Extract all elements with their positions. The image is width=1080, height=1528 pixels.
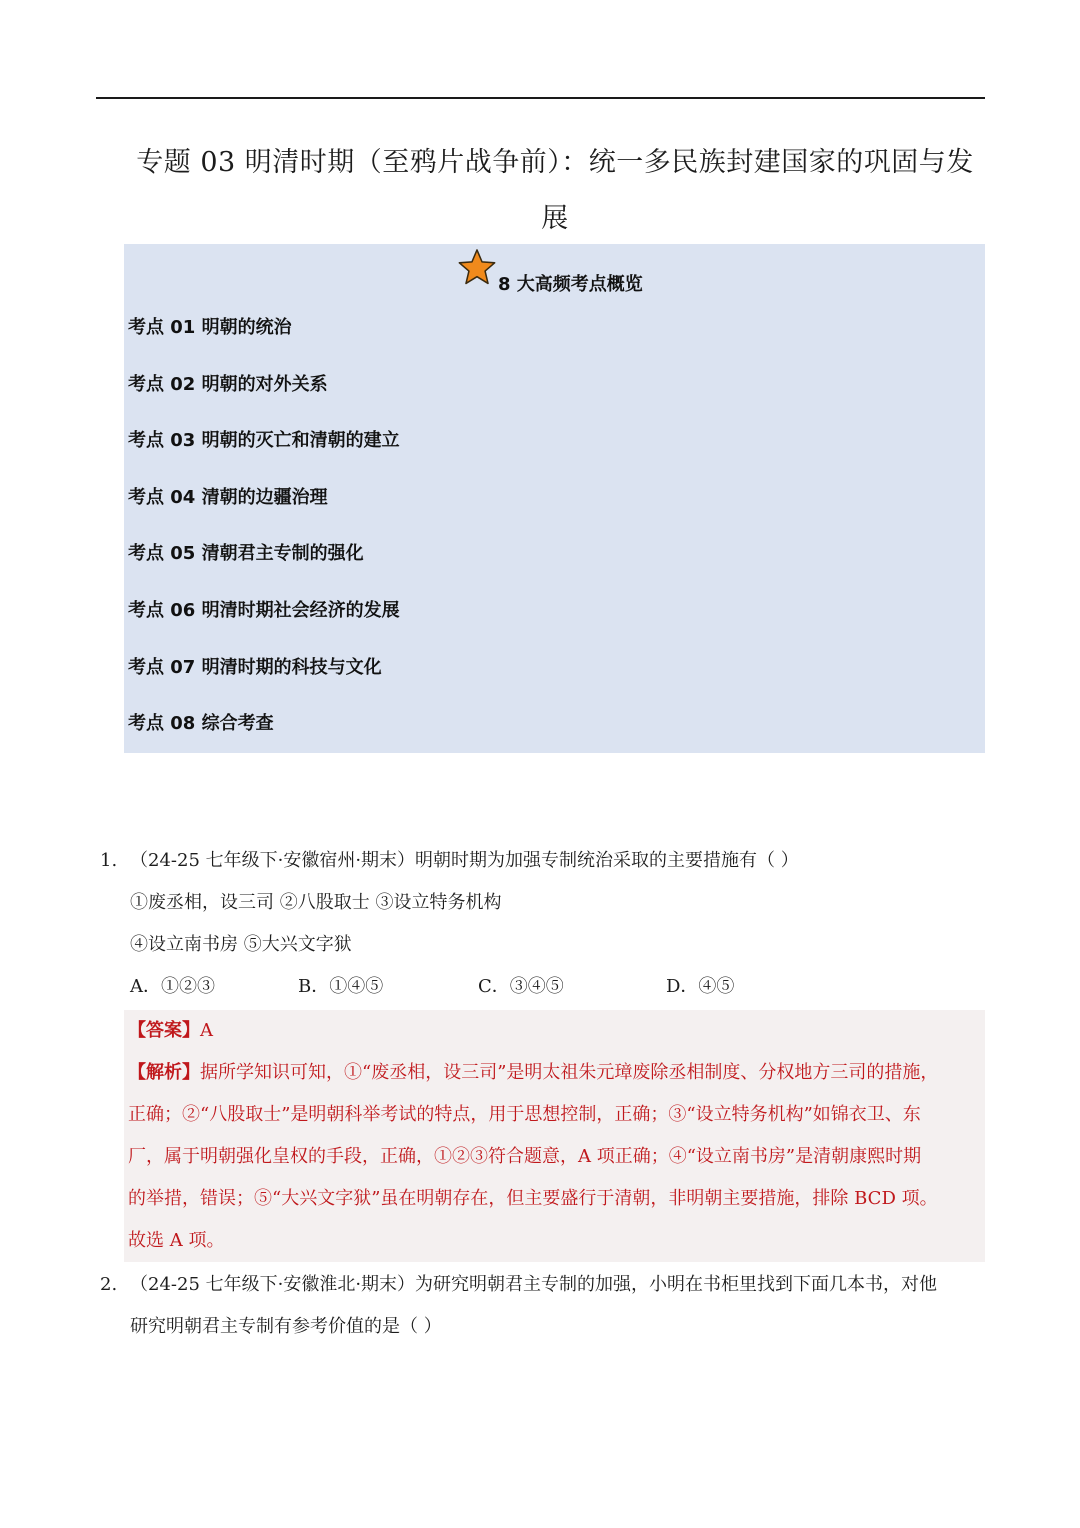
key-point-03: 考点 03 明朝的灭亡和清朝的建立 xyxy=(128,430,400,452)
overview-heading: 8 大高频考点概览 xyxy=(498,274,643,295)
page-title-line-2: 展 xyxy=(541,203,569,234)
key-points-list xyxy=(128,316,400,769)
answer-line xyxy=(128,1010,980,1052)
key-points-overview-box xyxy=(124,244,985,753)
question-1-options xyxy=(130,966,734,1008)
answer-label: 【答案】 xyxy=(128,1020,200,1041)
key-point-02: 考点 02 明朝的对外关系 xyxy=(128,373,328,395)
option-b: B．①④⑤ xyxy=(298,976,384,997)
star-icon xyxy=(458,248,496,286)
question-1-statements-line-1: ①废丞相，设三司 ②八股取士 ③设立特务机构 xyxy=(130,892,502,913)
key-point-08: 考点 08 综合考查 xyxy=(128,713,274,735)
question-1-answer-box xyxy=(124,1010,985,1262)
header-rule xyxy=(96,97,985,99)
analysis-label: 【解析】 xyxy=(128,1062,200,1083)
question-1-stem: （24-25 七年级下·安徽宿州·期末）明朝时期为加强专制统治采取的主要措施有（ ） xyxy=(130,850,799,871)
question-2-stem-line-1: （24-25 七年级下·安徽淮北·期末）为研究明朝君主专制的加强，小明在书柜里找到下面几本书，对他 xyxy=(130,1274,938,1295)
question-2-number: 2. xyxy=(100,1274,118,1295)
page-title-line-1: 专题 03 明清时期（至鸦片战争前）：统一多民族封建国家的巩固与发 xyxy=(136,147,974,178)
key-point-04: 考点 04 清朝的边疆治理 xyxy=(128,486,328,508)
key-point-06: 考点 06 明清时期社会经济的发展 xyxy=(128,599,400,621)
key-point-07: 考点 07 明清时期的科技与文化 xyxy=(128,656,382,678)
analysis-line-2: 正确；②“八股取士”是明朝科举考试的特点，用于思想控制，正确；③“设立特务机构”如锦衣卫、东 xyxy=(128,1104,921,1125)
option-a: A．①②③ xyxy=(130,976,215,997)
analysis-text-1: 据所学知识可知，①“废丞相，设三司”是明太祖朱元璋废除丞相制度、分权地方三司的措施， xyxy=(200,1062,939,1083)
page-title xyxy=(130,135,980,247)
option-d: D．④⑤ xyxy=(666,976,735,997)
question-2-stem-line-2: 研究明朝君主专制有参考价值的是（ ） xyxy=(130,1316,442,1337)
key-point-01: 考点 01 明朝的统治 xyxy=(128,317,292,338)
key-point-05: 考点 05 清朝君主专制的强化 xyxy=(128,543,364,565)
analysis-line-4: 的举措，错误；⑤“大兴文字狱”虽在明朝存在，但主要盛行于清朝，非明朝主要措施，排除 BCD 项。 xyxy=(128,1188,938,1209)
question-1-statements-line-2: ④设立南书房 ⑤大兴文字狱 xyxy=(130,934,352,955)
option-c: C．③④⑤ xyxy=(478,976,564,997)
analysis-line-5: 故选 A 项。 xyxy=(128,1230,225,1251)
answer-value: A xyxy=(200,1020,213,1041)
question-1-number: 1. xyxy=(100,850,118,871)
analysis-line-1 xyxy=(128,1052,980,1094)
analysis-line-3: 厂，属于明朝强化皇权的手段，正确，①②③符合题意，A 项正确；④“设立南书房”是清朝康熙时期 xyxy=(128,1146,922,1167)
